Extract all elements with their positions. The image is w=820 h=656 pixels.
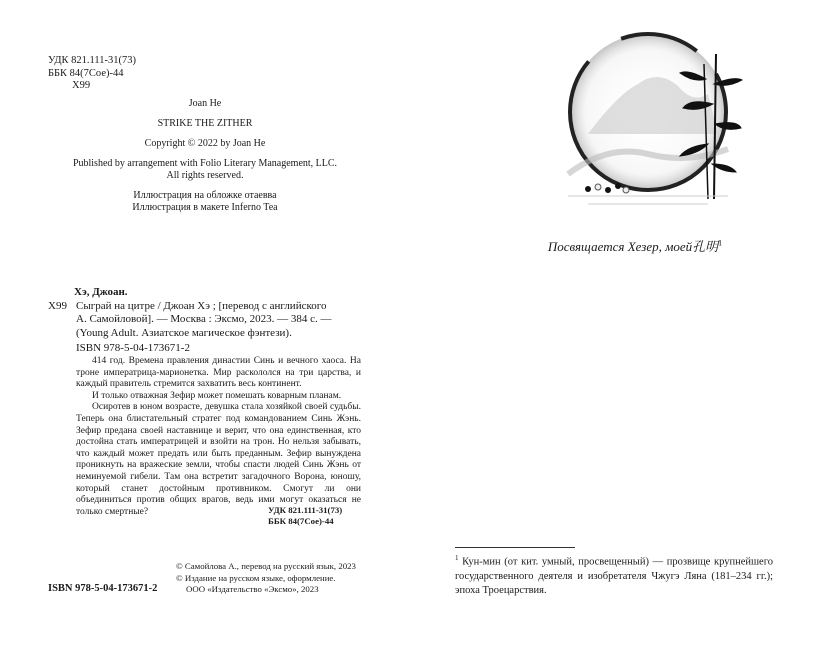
- edition-copyright: © Издание на русском языке, оформление.: [176, 572, 336, 583]
- arrangement-line: Published by arrangement with Folio Literary Management, LLC.: [72, 158, 338, 169]
- author-sign: Х99: [72, 80, 91, 91]
- rights-line: All rights reserved.: [166, 170, 244, 181]
- annotation-paragraph: И только отважная Зефир может помешать коварным планам.: [92, 390, 342, 401]
- udk-code: УДК 821.111-31(73): [268, 505, 343, 515]
- catalog-author: Хэ, Джоан.: [74, 286, 128, 298]
- dedication-footnote-mark: 1: [718, 238, 723, 248]
- book-annotation: [76, 356, 361, 518]
- udk-code: УДК 821.111-31(73): [48, 55, 136, 66]
- udk-block-bottom: [268, 505, 342, 527]
- copyright-block: [176, 561, 356, 596]
- bbk-code: ББК 84(7Сое)-44: [48, 67, 124, 79]
- copyright-line: Copyright © 2022 by Joan He: [144, 138, 266, 149]
- footnote-text: Кун-мин (от кит. умный, просвещенный) — прозвище крупнейшего государственного деятеля и изобретателя Чжугэ Ляна (181–234 гг.); эпоха Троецарствия.: [455, 556, 774, 596]
- footnote-mark: 1: [455, 554, 459, 562]
- annotation-paragraph: Осиротев в юном возрасте, девушка стала хозяйкой своей судьбы. Теперь она блистательный стратег под командованием Синь Жэнь. Зефир предана своей наставнице и верит, что она единственная, кто достойна стать императрицей и взойти на трон. Но нельзя забывать, что каждый может предать или быть преданным. Зефир вынуждена проникнуть на вражеские земли, чтобы спасти людей Синь Жэнь от неминуемой гибели. Там она встретит загадочного Ворона, юношу, который станет достойным противником. Смогут ли они объединиться против общих врагов, ведь ими могут оказаться не только смертные?: [76, 402, 361, 517]
- annotation-paragraph: 414 год. Времена правления династии Синь и вечного хаоса. На троне императрица-марионетка. Мир раскололся на три царства, и каждый правитель стремится захватить весь континент.: [76, 356, 361, 390]
- isbn-bottom: ISBN 978-5-04-173671-2: [48, 583, 158, 594]
- dedication: [500, 236, 770, 255]
- catalog-isbn: ISBN 978-5-04-173671-2: [76, 342, 190, 354]
- credits-block: [70, 98, 340, 214]
- original-author: Joan He: [188, 98, 222, 109]
- catalog-line-3: (Young Adult. Азиатское магическое фэнтези).: [76, 326, 292, 339]
- catalog-entry: [48, 286, 366, 356]
- layout-illustration-credit: Иллюстрация в макете Inferno Tea: [132, 202, 278, 213]
- translation-copyright: © Самойлова А., перевод на русский язык, 2023: [176, 561, 356, 571]
- footnote: [455, 551, 773, 598]
- udk-block-top: [48, 55, 136, 93]
- original-title: STRIKE THE ZITHER: [157, 118, 253, 129]
- ink-moon-bamboo-illustration: [528, 24, 744, 220]
- bbk-code: ББК 84(7Сое)-44: [268, 516, 334, 526]
- catalog-code: Х99: [48, 299, 67, 312]
- catalog-line-1: Сыграй на цитре / Джоан Хэ ; [перевод с английского: [76, 299, 327, 312]
- cover-illustration-credit: Иллюстрация на обложке отаевва: [133, 190, 277, 201]
- catalog-line-2: А. Самойловой]. — Москва : Эксмо, 2023. — 384 с. —: [76, 313, 332, 325]
- footnote-divider: [455, 547, 575, 548]
- publisher-copyright: ООО «Издательство «Эксмо», 2023: [186, 584, 319, 594]
- dedication-text: Посвящается Хезер, моей孔明: [547, 239, 719, 254]
